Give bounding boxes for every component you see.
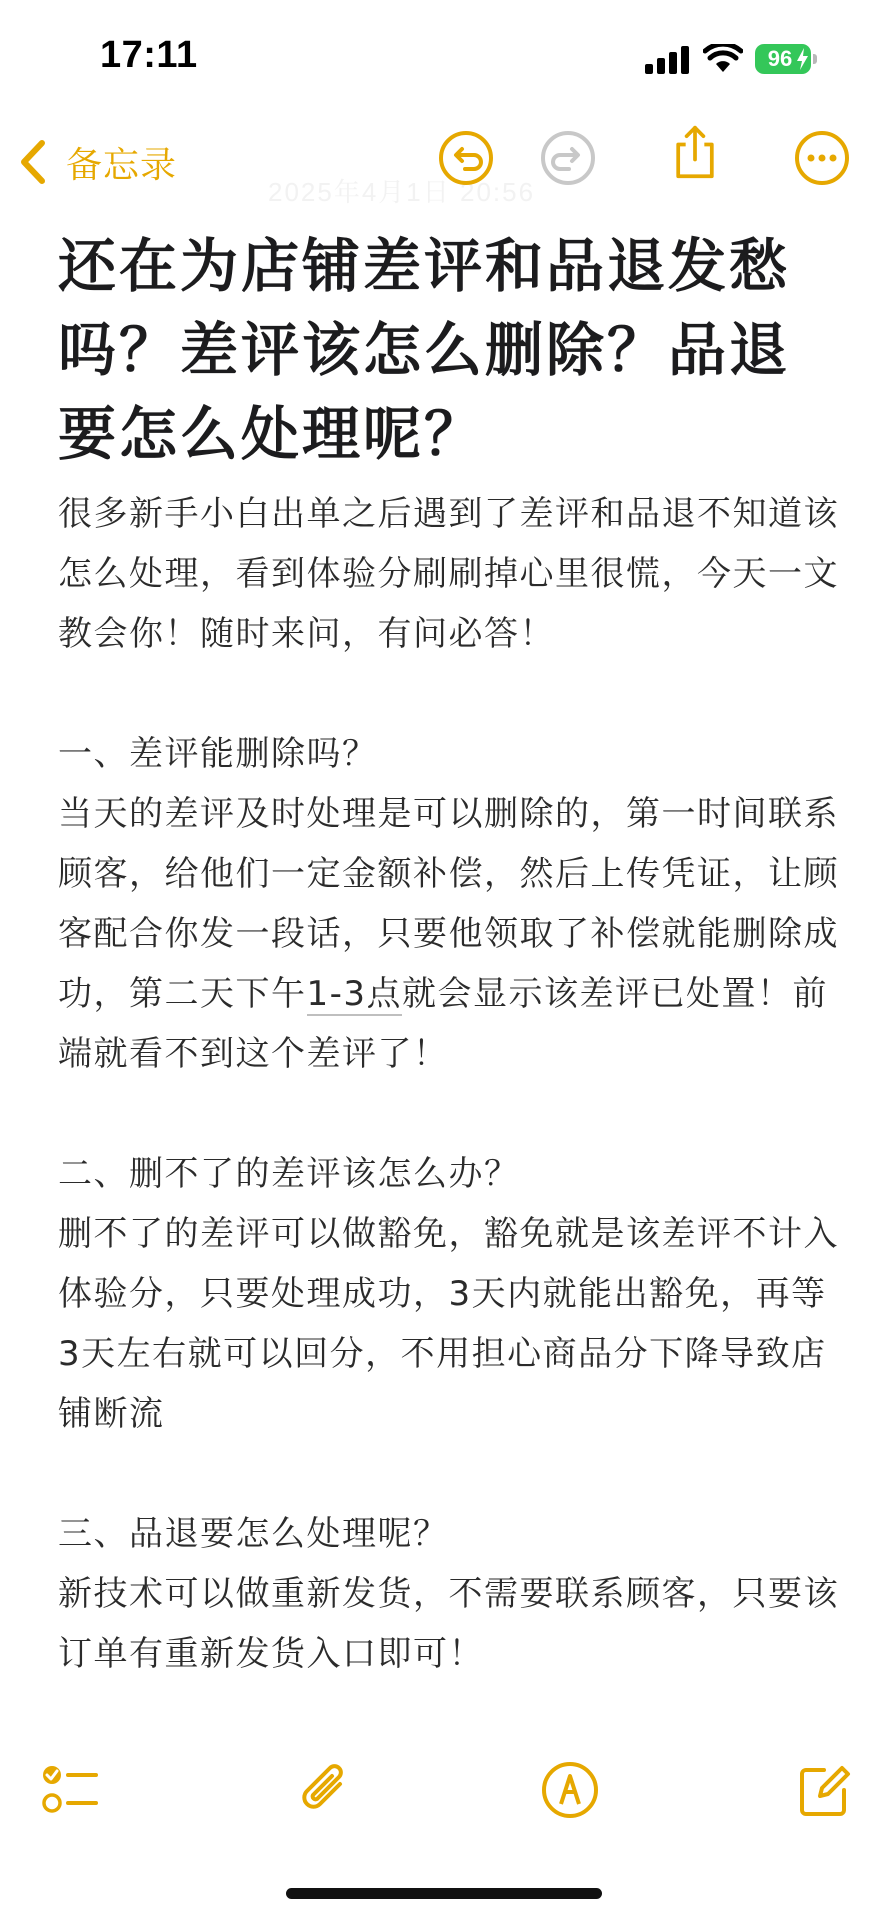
section2-heading: 二、删不了的差评该怎么办？ <box>58 1154 520 1194</box>
back-button[interactable] <box>18 132 177 192</box>
section3-body: 新技术可以做重新发货，不需要联系顾客，只要该订单有重新发货入口即可！ <box>58 1574 839 1674</box>
section1-underlined-time: 1-3点 <box>306 974 403 1014</box>
section1-body-after: 就会显示该差评已处置！前端就看不到这个差评了！ <box>58 974 829 1074</box>
charging-bolt-icon <box>797 48 808 70</box>
section2-body: 删不了的差评可以做豁免，豁免就是该差评不计入体验分，只要处理成功，3天内就能出豁免，再等3天左右就可以回分，不用担心商品分下降导致店铺断流 <box>58 1214 839 1434</box>
section1-body-before: 当天的差评及时处理是可以删除的，第一时间联系顾客，给他们一定金额补偿，然后上传凭证，让顾客配合你发一段话，只要他领取了补偿就能删除成功，第二天下午 <box>58 794 839 1014</box>
redo-icon[interactable] <box>540 130 596 186</box>
markup-pen-icon[interactable] <box>540 1760 600 1820</box>
note-content[interactable] <box>58 224 848 1684</box>
note-body <box>58 484 848 1684</box>
nav-bar <box>0 122 887 207</box>
paperclip-icon[interactable] <box>296 1760 356 1820</box>
more-icon[interactable] <box>794 130 850 186</box>
share-icon[interactable] <box>667 124 723 180</box>
section1-body <box>58 784 848 1084</box>
status-bar <box>0 0 887 120</box>
compose-icon[interactable] <box>794 1760 854 1820</box>
battery-level: 96 <box>767 46 793 71</box>
section3-heading: 三、品退要怎么处理呢？ <box>58 1514 449 1554</box>
battery-cap <box>813 54 817 64</box>
status-time: 17:11 <box>100 34 198 76</box>
checklist-icon[interactable] <box>40 1760 100 1820</box>
back-label: 备忘录 <box>66 144 178 186</box>
faded-note-date: 2025年4月1日 20:56 <box>268 177 536 207</box>
wifi-icon <box>703 44 743 74</box>
undo-icon[interactable] <box>438 130 494 186</box>
note-title: 还在为店铺差评和品退发愁吗？差评该怎么删除？品退要怎么处理呢？ <box>58 232 791 468</box>
intro-paragraph: 很多新手小白出单之后遇到了差评和品退不知道该怎么处理，看到体验分刷刷掉心里很慌，今天一文教会你！随时来问，有问必答！ <box>58 494 839 654</box>
battery-indicator <box>755 44 811 74</box>
section1-heading: 一、差评能删除吗？ <box>58 734 378 774</box>
home-indicator[interactable] <box>286 1888 602 1899</box>
bottom-toolbar <box>0 1760 887 1830</box>
cellular-signal-icon <box>645 46 689 74</box>
chevron-left-icon <box>18 139 48 185</box>
